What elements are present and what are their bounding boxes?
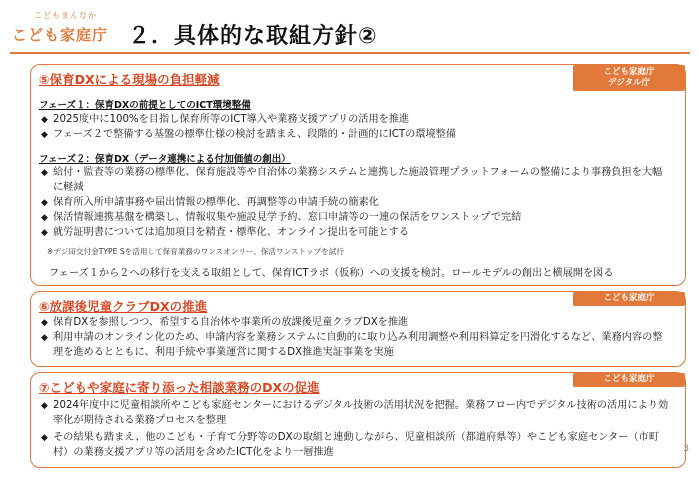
badge-line-1: こども家庭庁 bbox=[603, 67, 655, 77]
bullet-item: ◆ 保活情報連携基盤を構築し、情報収集や施設見学予約、窓口申請等の一連の保活をワンストップで完結 bbox=[41, 211, 671, 226]
bullet-item: ◆ 就労証明書については追加項目を精査・標準化、オンライン提出を可能とする bbox=[41, 226, 671, 241]
bullet-item: ◆ 2025度中に100%を目指し保育所等のICT導入や業務支援アプリの活用を推進 bbox=[41, 113, 671, 128]
phase1-title: フェーズ１：保育DXの前提としてのICT環境整備 bbox=[39, 100, 251, 111]
diamond-bullet-icon: ◆ bbox=[41, 198, 48, 208]
section-hoiku-dx bbox=[30, 64, 686, 286]
page-title: ２．具体的な取組方針② bbox=[128, 24, 378, 49]
page-number: 3 bbox=[683, 444, 689, 454]
diamond-bullet-icon: ◆ bbox=[41, 401, 48, 411]
diamond-bullet-icon: ◆ bbox=[41, 433, 48, 443]
bullet-item: ◆ 保育DXを参照しつつ、希望する自治体や事業所の放課後児童クラブDXを推進 bbox=[41, 316, 671, 331]
logo-tagline: こどもまんなか bbox=[34, 11, 97, 20]
bullet-item: ◆ 利用申請のオンライン化のため、申請内容を業務システムに自動的に取り込み利用調整や利用料算定を円滑化するなど、業務内容の整理を進めるとともに、利用手続や事業運営に関するDX推進実証事業を実施 bbox=[41, 332, 663, 358]
phase2-title: フェーズ２：保育DX（データ連携による付加価値の創出） bbox=[39, 154, 291, 165]
diamond-bullet-icon: ◆ bbox=[41, 168, 48, 178]
logo bbox=[10, 10, 120, 46]
closing-text: フェーズ１から２への移行を支える取組として、保育ICTラボ（仮称）への支援を検討。ロールモデルの創出と横展開を図る bbox=[49, 268, 614, 279]
ministry-badge: こども家庭庁 bbox=[573, 292, 685, 306]
diamond-bullet-icon: ◆ bbox=[41, 318, 48, 328]
diamond-bullet-icon: ◆ bbox=[41, 228, 48, 238]
diamond-bullet-icon: ◆ bbox=[41, 115, 48, 125]
diamond-bullet-icon: ◆ bbox=[41, 130, 48, 140]
diamond-bullet-icon: ◆ bbox=[41, 333, 48, 343]
section-consultation-dx bbox=[30, 372, 686, 468]
logo-name: こども家庭庁 bbox=[12, 26, 109, 44]
ministry-badge bbox=[573, 65, 685, 91]
badge-line-2: デジタル庁 bbox=[608, 78, 650, 88]
ministry-badge: こども家庭庁 bbox=[573, 373, 685, 387]
bullet-item: ◆ その結果も踏まえ、他のこども・子育て分野等のDXの取組と連動しながら、児童相談所（都道府県等）やこども家庭センター（市町村）の業務支援アプリ等の活用を含めたICT化をより一層推進 bbox=[41, 432, 659, 458]
footnote: ※デジ田交付金TYPE Sを活用して保育業務のワンスオンリー、保活ワンストップを試行 bbox=[47, 247, 344, 256]
title-divider bbox=[10, 52, 690, 54]
diamond-bullet-icon: ◆ bbox=[41, 213, 48, 223]
bullet-item: ◆ フェーズ２で整備する基盤の標準仕様の検討を踏まえ、段階的・計画的にICTの環境整備 bbox=[41, 128, 671, 143]
bullet-item: ◆ 2024年度中に児童相談所やこども家庭センターにおけるデジタル技術の活用状況を把握。業務フロー内でデジタル技術の活用により効率化が期待される業務プロセスを整理 bbox=[41, 400, 669, 426]
section-heading: ⑥放課後児童クラブDXの推進 bbox=[39, 299, 208, 314]
bullet-item: ◆ 給付・監査等の業務の標準化、保育施設等や自治体の業務システムと連携した施設管理プラットフォームの整備により事務負担を大幅に軽減 bbox=[41, 167, 663, 193]
bullet-item: ◆ 保育所入所申請事務や届出情報の標準化、再調整等の申請手続の簡素化 bbox=[41, 196, 671, 211]
section-heading: ⑦こどもや家庭に寄り添った相談業務のDXの促進 bbox=[39, 380, 320, 395]
section-afterschool-dx bbox=[30, 291, 686, 367]
section-heading: ⑤保育DXによる現場の負担軽減 bbox=[39, 72, 220, 87]
